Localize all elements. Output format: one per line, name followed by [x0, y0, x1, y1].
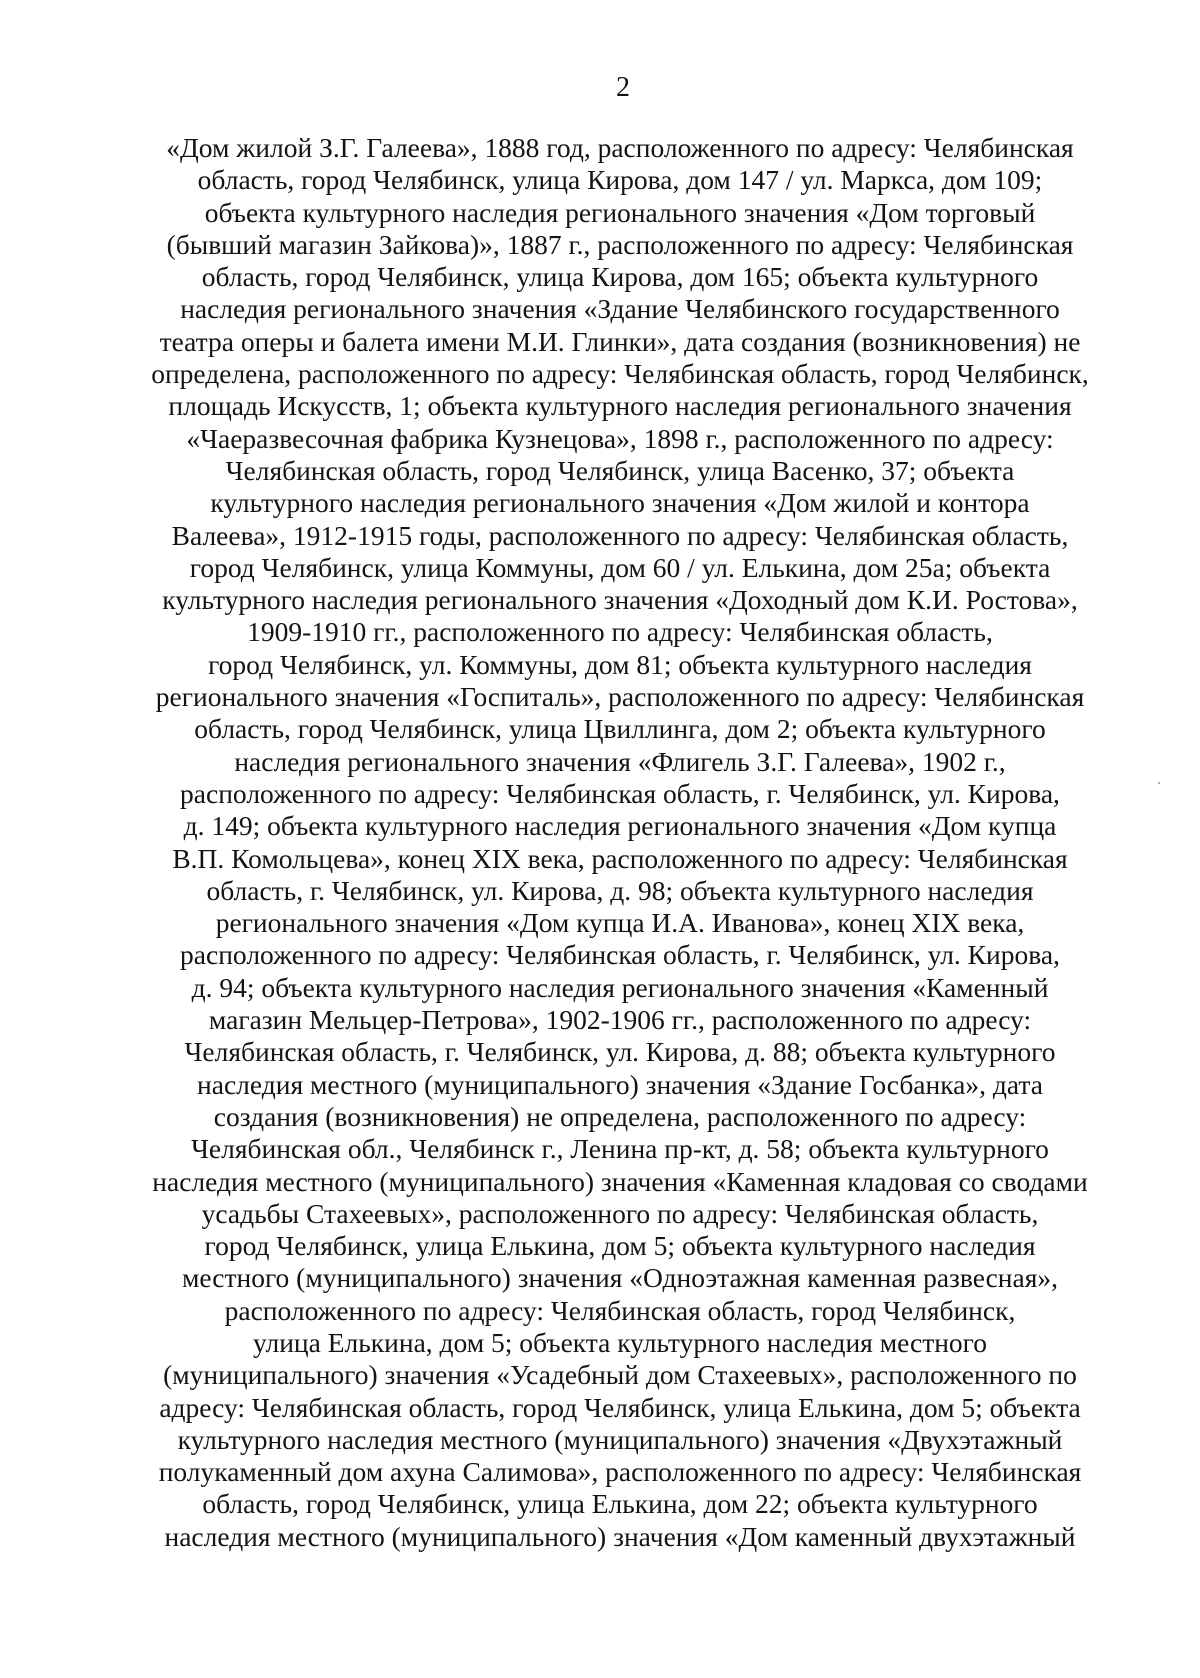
text-line: полукаменный дом ахуна Салимова», расположенного по адресу: Челябинская	[158, 1456, 1082, 1488]
text-line: наследия местного (муниципального) значения «Здание Госбанка», дата	[197, 1068, 1043, 1100]
text-line: (муниципального) значения «Усадебный дом Стахеевых», расположенного по	[163, 1359, 1077, 1391]
text-line: культурного наследия местного (муниципального) значения «Двухэтажный	[177, 1423, 1063, 1455]
text-line: область, город Челябинск, улица Кирова, дом 147 / ул. Маркса, дом 109;	[197, 164, 1043, 196]
text-line: область, г. Челябинск, ул. Кирова, д. 98; объекта культурного наследия	[206, 874, 1034, 906]
text-line: Челябинская область, г. Челябинск, ул. Кирова, д. 88; объекта культурного	[184, 1036, 1056, 1068]
text-line: расположенного по адресу: Челябинская область, г. Челябинск, ул. Кирова,	[180, 939, 1060, 971]
text-line: улица Елькина, дом 5; объекта культурного наследия местного	[252, 1326, 988, 1358]
scan-speck	[1158, 782, 1160, 784]
text-line: область, город Челябинск, улица Елькина, дом 22; объекта культурного	[202, 1488, 1038, 1520]
text-line: наследия регионального значения «Здание Челябинского государственного	[180, 293, 1060, 325]
text-line: усадьбы Стахеевых», расположенного по адресу: Челябинская область,	[201, 1197, 1039, 1229]
text-line: адресу: Челябинская область, город Челябинск, улица Елькина, дом 5; объекта	[159, 1391, 1081, 1423]
text-line: «Чаеразвесочная фабрика Кузнецова», 1898 г., расположенного по адресу:	[186, 422, 1054, 454]
text-line: д. 94; объекта культурного наследия регионального значения «Каменный	[191, 971, 1049, 1003]
text-line: 1909-1910 гг., расположенного по адресу: Челябинская область,	[247, 616, 993, 648]
text-line: город Челябинск, ул. Коммуны, дом 81; объекта культурного наследия	[208, 648, 1032, 680]
text-line: Челябинская обл., Челябинск г., Ленина пр-кт, д. 58; объекта культурного	[191, 1133, 1049, 1165]
text-line: культурного наследия регионального значения «Доходный дом К.И. Ростова»,	[162, 584, 1078, 616]
text-line: театра оперы и балета имени М.И. Глинки», дата создания (возникновения) не	[159, 325, 1081, 357]
page-number: 2	[616, 72, 630, 103]
text-line: объекта культурного наследия регионального значения «Дом торговый	[204, 196, 1036, 228]
text-line: регионального значения «Госпиталь», расположенного по адресу: Челябинская	[155, 681, 1085, 713]
text-line: наследия регионального значения «Флигель З.Г. Галеева», 1902 г.,	[234, 745, 1006, 777]
text-line: Челябинская область, город Челябинск, улица Васенко, 37; объекта	[225, 454, 1015, 486]
text-line: (бывший магазин Зайкова)», 1887 г., расположенного по адресу: Челябинская	[166, 228, 1074, 260]
text-line: город Челябинск, улица Коммуны, дом 60 / ул. Елькина, дом 25а; объекта	[189, 551, 1051, 583]
text-line: д. 149; объекта культурного наследия регионального значения «Дом купца	[183, 810, 1057, 842]
text-line: расположенного по адресу: Челябинская область, г. Челябинск, ул. Кирова,	[180, 777, 1060, 809]
text-line: В.П. Комольцева», конец XIX века, расположенного по адресу: Челябинская	[172, 842, 1068, 874]
text-line: область, город Челябинск, улица Цвиллинга, дом 2; объекта культурного	[194, 713, 1046, 745]
text-line: регионального значения «Дом купца И.А. Иванова», конец XIX века,	[215, 907, 1025, 939]
text-line: город Челябинск, улица Елькина, дом 5; объекта культурного наследия	[204, 1230, 1036, 1262]
text-line: наследия местного (муниципального) значения «Дом каменный двухэтажный	[164, 1520, 1076, 1552]
text-line: Валеева», 1912-1915 годы, расположенного по адресу: Челябинская область,	[171, 519, 1069, 551]
text-line: площадь Искусств, 1; объекта культурного наследия регионального значения	[168, 390, 1072, 422]
text-line: культурного наследия регионального значения «Дом жилой и контора	[210, 487, 1030, 519]
text-line: создания (возникновения) не определена, расположенного по адресу:	[213, 1100, 1027, 1132]
text-line: область, город Челябинск, улица Кирова, дом 165; объекта культурного	[201, 261, 1039, 293]
text-line: определена, расположенного по адресу: Челябинская область, город Челябинск,	[151, 358, 1089, 390]
body-text	[140, 132, 1100, 1553]
text-line: магазин Мельцер-Петрова», 1902-1906 гг., расположенного по адресу:	[208, 1004, 1032, 1036]
text-line: расположенного по адресу: Челябинская область, город Челябинск,	[224, 1294, 1016, 1326]
text-line: местного (муниципального) значения «Одноэтажная каменная развесная»,	[181, 1262, 1059, 1294]
text-line: наследия местного (муниципального) значения «Каменная кладовая со сводами	[152, 1165, 1088, 1197]
text-line: «Дом жилой З.Г. Галеева», 1888 год, расположенного по адресу: Челябинская	[166, 132, 1074, 163]
